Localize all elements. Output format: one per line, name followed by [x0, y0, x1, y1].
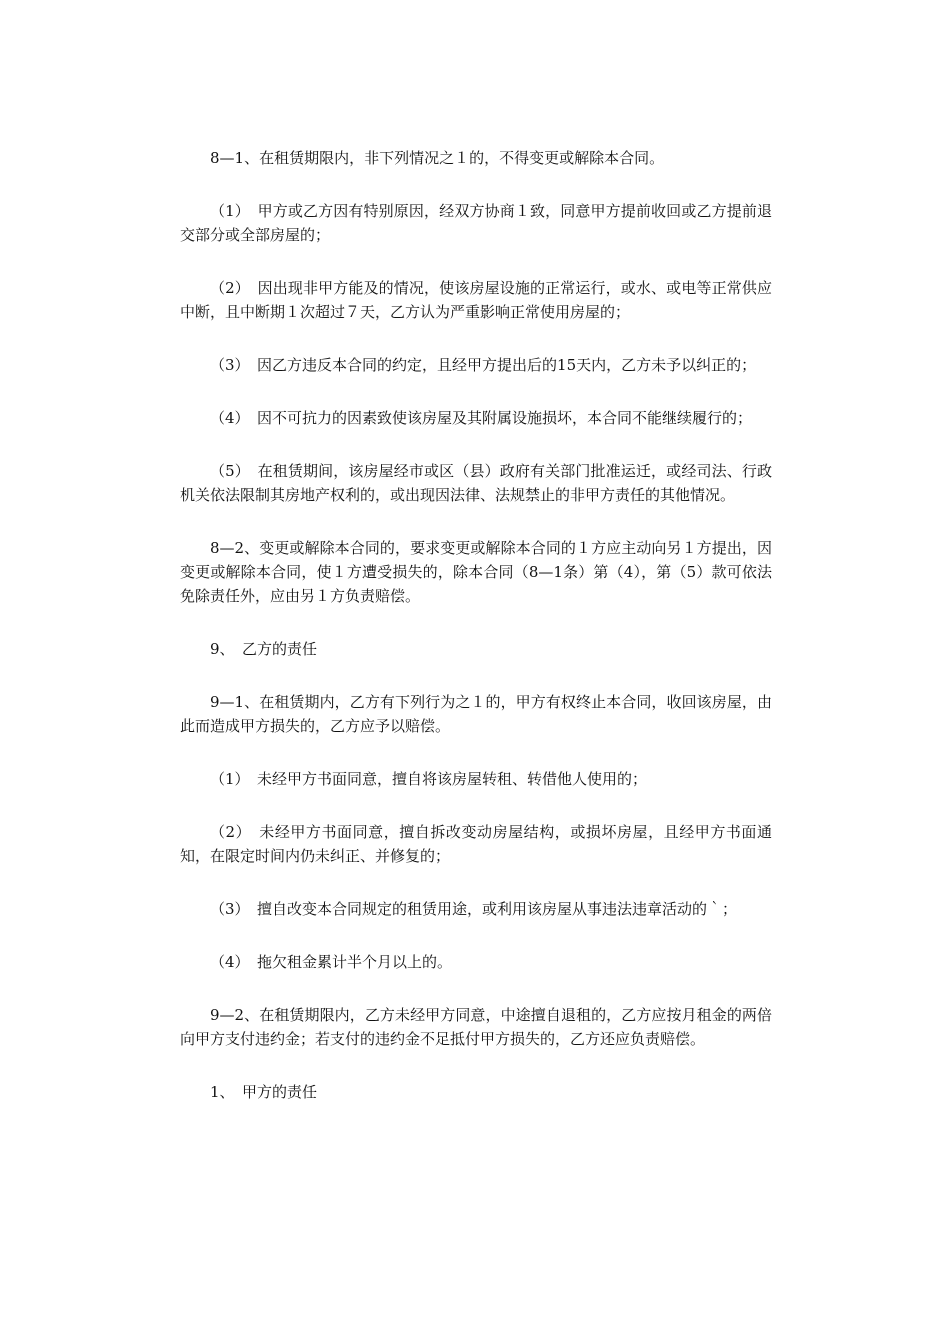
section-9-heading: 9、 乙方的责任 — [210, 640, 318, 658]
document-body — [180, 146, 772, 1104]
clause-8-1-item-4: （4） 因不可抗力的因素致使该房屋及其附属设施损坏，本合同不能继续履行的； — [210, 409, 753, 427]
clause-8-1-item-5: （5） 在租赁期间，该房屋经市或区（县）政府有关部门批准运迁，或经司法、行政机关依法限制其房地产权利的，或出现因法律、法规禁止的非甲方责任的其他情况。 — [180, 462, 772, 504]
clause-9-1-item-2: （2） 未经甲方书面同意，擅自拆改变动房屋结构，或损坏房屋，且经甲方书面通知，在限定时间内仍未纠正、并修复的； — [180, 823, 772, 865]
clause-9-1-item-3: （3） 擅自改变本合同规定的租赁用途，或利用该房屋从事违法违章活动的｀； — [210, 900, 738, 918]
clause-9-2: 9—2、在租赁期限内，乙方未经甲方同意，中途擅自退租的，乙方应按月租金的两倍向甲方支付违约金；若支付的违约金不足抵付甲方损失的，乙方还应负责赔偿。 — [180, 1006, 772, 1048]
clause-8-2: 8—2、变更或解除本合同的，要求变更或解除本合同的１方应主动向另１方提出，因变更或解除本合同，使１方遭受损失的，除本合同（8—1条）第（4），第（5）款可依法免除责任外，应由另１方负责赔偿。 — [180, 539, 772, 605]
clause-9-1-item-1: （1） 未经甲方书面同意，擅自将该房屋转租、转借他人使用的； — [210, 770, 648, 788]
clause-9-1-item-4: （4） 拖欠租金累计半个月以上的。 — [210, 953, 453, 971]
clause-9-1-intro: 9—1、在租赁期内，乙方有下列行为之１的，甲方有权终止本合同，收回该房屋，由此而造成甲方损失的，乙方应予以赔偿。 — [180, 693, 772, 735]
clause-8-1-item-3: （3） 因乙方违反本合同的约定，且经甲方提出后的15天内，乙方未予以纠正的； — [210, 356, 757, 374]
clause-8-1-intro: 8—1、在租赁期限内，非下列情况之１的，不得变更或解除本合同。 — [210, 149, 665, 167]
section-landlord-heading: 1、 甲方的责任 — [210, 1083, 318, 1101]
clause-8-1-item-2: （2） 因出现非甲方能及的情况，使该房屋设施的正常运行，或水、或电等正常供应中断，且中断期１次超过７天，乙方认为严重影响正常使用房屋的； — [180, 279, 772, 321]
clause-8-1-item-1: （1） 甲方或乙方因有特别原因，经双方协商１致，同意甲方提前收回或乙方提前退交部分或全部房屋的； — [180, 202, 772, 244]
